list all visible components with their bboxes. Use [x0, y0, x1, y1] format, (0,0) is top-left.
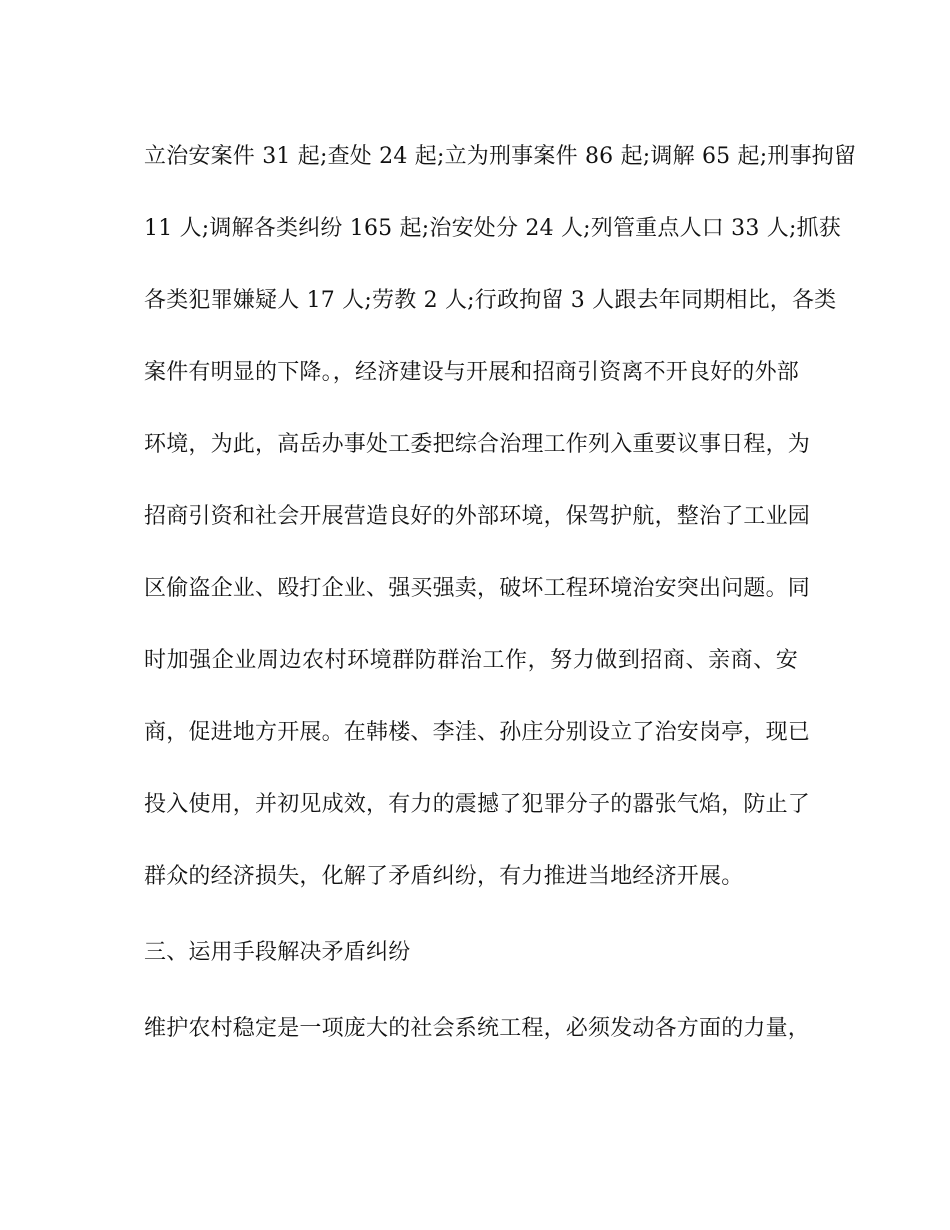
paragraph-1-line-8: 时加强企业周边农村环境群防群治工作，努力做到招商、亲商、安	[144, 648, 798, 673]
paragraph-1-line-10: 投入使用，并初见成效，有力的震撼了犯罪分子的嚣张气焰，防止了	[144, 792, 811, 817]
paragraph-2-line-1: 维护农村稳定是一项庞大的社会系统工程，必须发动各方面的力量，	[144, 1016, 811, 1041]
paragraph-1-line-2: 11 人;调解各类纠纷 165 起;治安处分 24 人;列管重点人口 33 人;抓获	[144, 216, 841, 241]
paragraph-1-line-5: 环境，为此，高岳办事处工委把综合治理工作列入重要议事日程，为	[144, 432, 811, 457]
paragraph-1-line-9: 商，促进地方开展。在韩楼、李洼、孙庄分别设立了治安岗亭，现已	[144, 720, 811, 745]
paragraph-1-line-4: 案件有明显的下降。，经济建设与开展和招商引资离不开良好的外部	[144, 360, 800, 385]
paragraph-1-line-3: 各类犯罪嫌疑人 17 人;劳教 2 人;行政拘留 3 人跟去年同期相比，各类	[144, 288, 837, 313]
paragraph-1-line-1: 立治安案件 31 起;查处 24 起;立为刑事案件 86 起;调解 65 起;刑事拘留	[144, 144, 857, 169]
section-heading: 三、运用手段解决矛盾纠纷	[144, 940, 411, 965]
paragraph-1-line-11: 群众的经济损失，化解了矛盾纠纷，有力推进当地经济开展。	[144, 864, 744, 889]
paragraph-1-line-7: 区偷盗企业、殴打企业、强买强卖，破坏工程环境治安突出问题。同	[144, 576, 811, 601]
paragraph-1-line-6: 招商引资和社会开展营造良好的外部环境，保驾护航，整治了工业园	[144, 504, 811, 529]
